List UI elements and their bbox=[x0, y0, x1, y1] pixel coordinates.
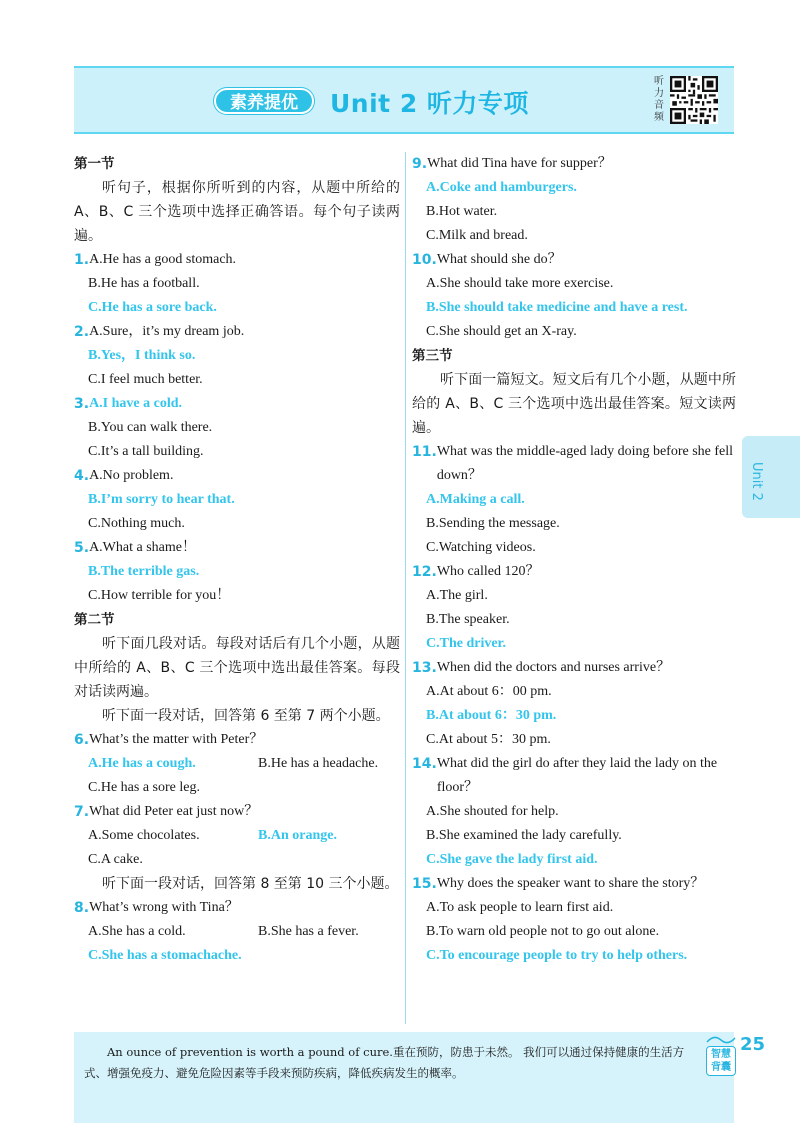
correct-answer-option: B.The terrible gas. bbox=[88, 564, 200, 579]
correct-answer-option: A.He has a cough. bbox=[88, 756, 196, 771]
page-title: Unit 2 听力专项 bbox=[330, 89, 529, 118]
question-number: 14. bbox=[412, 756, 437, 772]
unit-side-tab-label: Unit 2 bbox=[749, 462, 764, 501]
section-heading: 第二节 bbox=[74, 612, 115, 628]
proverb-chinese: 重在预防，防患于未然。 我们可以通过保持健康的生活方式、增强免疫力、避免危险因素等手段来预防疾病，降低疾病发生的概率。 bbox=[84, 1045, 685, 1080]
question-item bbox=[74, 248, 400, 272]
answer-option: C.He has a sore leg. bbox=[88, 780, 200, 795]
column-divider bbox=[405, 152, 406, 1024]
correct-answer-option: C.She gave the lady first aid. bbox=[426, 852, 598, 867]
wisdom-bag-icon: 智慧背囊 bbox=[706, 1046, 736, 1076]
question-number: 8. bbox=[74, 900, 90, 916]
answer-option: C.It’s a tall building. bbox=[88, 444, 204, 459]
question-item bbox=[412, 656, 736, 680]
correct-answer-option: B.Yes，I think so. bbox=[88, 348, 196, 363]
option-pair bbox=[74, 752, 400, 776]
answer-option: C.At about 5：30 pm. bbox=[426, 732, 551, 747]
answer-option: A.Some chocolates. bbox=[88, 828, 200, 843]
correct-answer-option: B.I’m sorry to hear that. bbox=[88, 492, 235, 507]
left-column bbox=[74, 152, 400, 968]
answer-option: A.She shouted for help. bbox=[426, 804, 559, 819]
question-text: A.What a shame！ bbox=[89, 540, 196, 555]
question-text: Why does the speaker want to share the story？ bbox=[436, 876, 705, 891]
question-item bbox=[74, 320, 400, 344]
correct-answer-option: A.Coke and hamburgers. bbox=[426, 180, 577, 195]
answer-option: A.She should take more exercise. bbox=[426, 276, 614, 291]
question-number: 5. bbox=[74, 540, 90, 556]
question-item bbox=[412, 248, 736, 272]
answer-option: A.To ask people to learn first aid. bbox=[426, 900, 614, 915]
question-number: 7. bbox=[74, 804, 90, 820]
answer-option: B.You can walk there. bbox=[88, 420, 213, 435]
question-text: What was the middle-aged lady doing before she fell down？ bbox=[436, 444, 734, 483]
answer-option: C.A cake. bbox=[88, 852, 143, 867]
section-heading: 第三节 bbox=[412, 348, 453, 364]
answer-option: C.Milk and bread. bbox=[426, 228, 528, 243]
question-text: A.Sure，it’s my dream job. bbox=[89, 324, 245, 339]
correct-answer-option: C.He has a sore back. bbox=[88, 300, 217, 315]
question-number: 2. bbox=[74, 324, 90, 340]
question-text: What did Tina have for supper？ bbox=[427, 156, 612, 171]
correct-answer-option: C.To encourage people to try to help others. bbox=[426, 948, 688, 963]
correct-answer-option: B.An orange. bbox=[258, 828, 337, 843]
answer-option: A.The girl. bbox=[426, 588, 488, 603]
instruction-text: 听下面一段对话，回答第 6 至第 7 两个小题。 bbox=[102, 708, 390, 724]
header-bottom-rule bbox=[74, 132, 734, 134]
question-number: 4. bbox=[74, 468, 90, 484]
section-heading: 第一节 bbox=[74, 156, 115, 172]
question-text: What did Peter eat just now？ bbox=[89, 804, 259, 819]
correct-answer-option: B.At about 6：30 pm. bbox=[426, 708, 557, 723]
answer-option: B.He has a football. bbox=[88, 276, 200, 291]
answer-option: B.Hot water. bbox=[426, 204, 498, 219]
proverb-english: An ounce of prevention is worth a pound of cure. bbox=[107, 1045, 393, 1059]
answer-option: C.Watching videos. bbox=[426, 540, 536, 555]
question-number: 13. bbox=[412, 660, 437, 676]
page-number: 25 bbox=[740, 1034, 766, 1055]
question-item bbox=[74, 392, 400, 416]
instruction-text: 听下面一段对话，回答第 8 至第 10 三个小题。 bbox=[102, 876, 399, 892]
question-item bbox=[412, 152, 736, 176]
question-text: What’s the matter with Peter？ bbox=[89, 732, 264, 747]
correct-answer-option: C.She has a stomachache. bbox=[88, 948, 242, 963]
answer-option: B.To warn old people not to go out alone. bbox=[426, 924, 660, 939]
correct-answer-option: C.The driver. bbox=[426, 636, 506, 651]
answer-option: B.The speaker. bbox=[426, 612, 510, 627]
header-top-rule bbox=[74, 66, 734, 68]
question-number: 12. bbox=[412, 564, 437, 580]
right-column bbox=[412, 152, 736, 968]
instruction-text: 听下面一篇短文。短文后有几个小题，从题中所给的 A、B、C 三个选项中选出最佳答案。短文读两遍。 bbox=[412, 372, 736, 436]
question-number: 1. bbox=[74, 252, 90, 268]
question-item bbox=[74, 800, 400, 824]
question-item bbox=[412, 440, 736, 488]
answer-option: C.Nothing much. bbox=[88, 516, 185, 531]
qr-label: 听力音频 bbox=[654, 76, 664, 123]
question-number: 15. bbox=[412, 876, 437, 892]
footer-proverb bbox=[84, 1042, 704, 1084]
question-number: 9. bbox=[412, 156, 428, 172]
answer-option: B.She examined the lady carefully. bbox=[426, 828, 622, 843]
answer-option: C.She should get an X-ray. bbox=[426, 324, 577, 339]
question-text: What’s wrong with Tina？ bbox=[89, 900, 239, 915]
answer-option: B.He has a headache. bbox=[258, 756, 379, 771]
question-text: Who called 120？ bbox=[436, 564, 540, 579]
question-text: A.He has a good stomach. bbox=[89, 252, 237, 267]
question-text: When did the doctors and nurses arrive？ bbox=[436, 660, 671, 675]
option-pair bbox=[74, 920, 400, 944]
correct-answer-option: A.Making a call. bbox=[426, 492, 525, 507]
question-text: A.No problem. bbox=[89, 468, 174, 483]
question-item bbox=[74, 728, 400, 752]
instruction-text: 听下面几段对话。每段对话后有几个小题，从题中所给的 A、B、C 三个选项中选出最佳答案。每段对话读两遍。 bbox=[74, 636, 400, 700]
question-number: 6. bbox=[74, 732, 90, 748]
question-number: 10. bbox=[412, 252, 437, 268]
option-pair bbox=[74, 824, 400, 848]
answer-option: C.How terrible for you！ bbox=[88, 588, 231, 603]
instruction-text: 听句子，根据你所听到的内容，从题中所给的 A、B、C 三个选项中选择正确答语。每个句子读两遍。 bbox=[74, 180, 400, 244]
question-item bbox=[74, 536, 400, 560]
section-badge: 素养提优 bbox=[214, 88, 314, 114]
question-item bbox=[412, 752, 736, 800]
question-text: What should she do？ bbox=[436, 252, 562, 267]
question-item bbox=[412, 872, 736, 896]
wave-decoration-icon bbox=[706, 1034, 736, 1044]
question-item bbox=[74, 896, 400, 920]
answer-option: B.Sending the message. bbox=[426, 516, 560, 531]
answer-option: A.At about 6：00 pm. bbox=[426, 684, 552, 699]
qr-code-icon[interactable] bbox=[670, 76, 718, 124]
correct-answer-option: B.She should take medicine and have a rest. bbox=[426, 300, 688, 315]
question-number: 3. bbox=[74, 396, 90, 412]
question-number: 11. bbox=[412, 444, 437, 460]
answer-option: A.I have a cold. bbox=[89, 396, 183, 411]
question-item bbox=[74, 464, 400, 488]
answer-option: A.She has a cold. bbox=[88, 924, 186, 939]
answer-option: C.I feel much better. bbox=[88, 372, 203, 387]
answer-option: B.She has a fever. bbox=[258, 924, 359, 939]
question-item bbox=[412, 560, 736, 584]
question-text: What did the girl do after they laid the lady on the floor？ bbox=[436, 756, 718, 795]
